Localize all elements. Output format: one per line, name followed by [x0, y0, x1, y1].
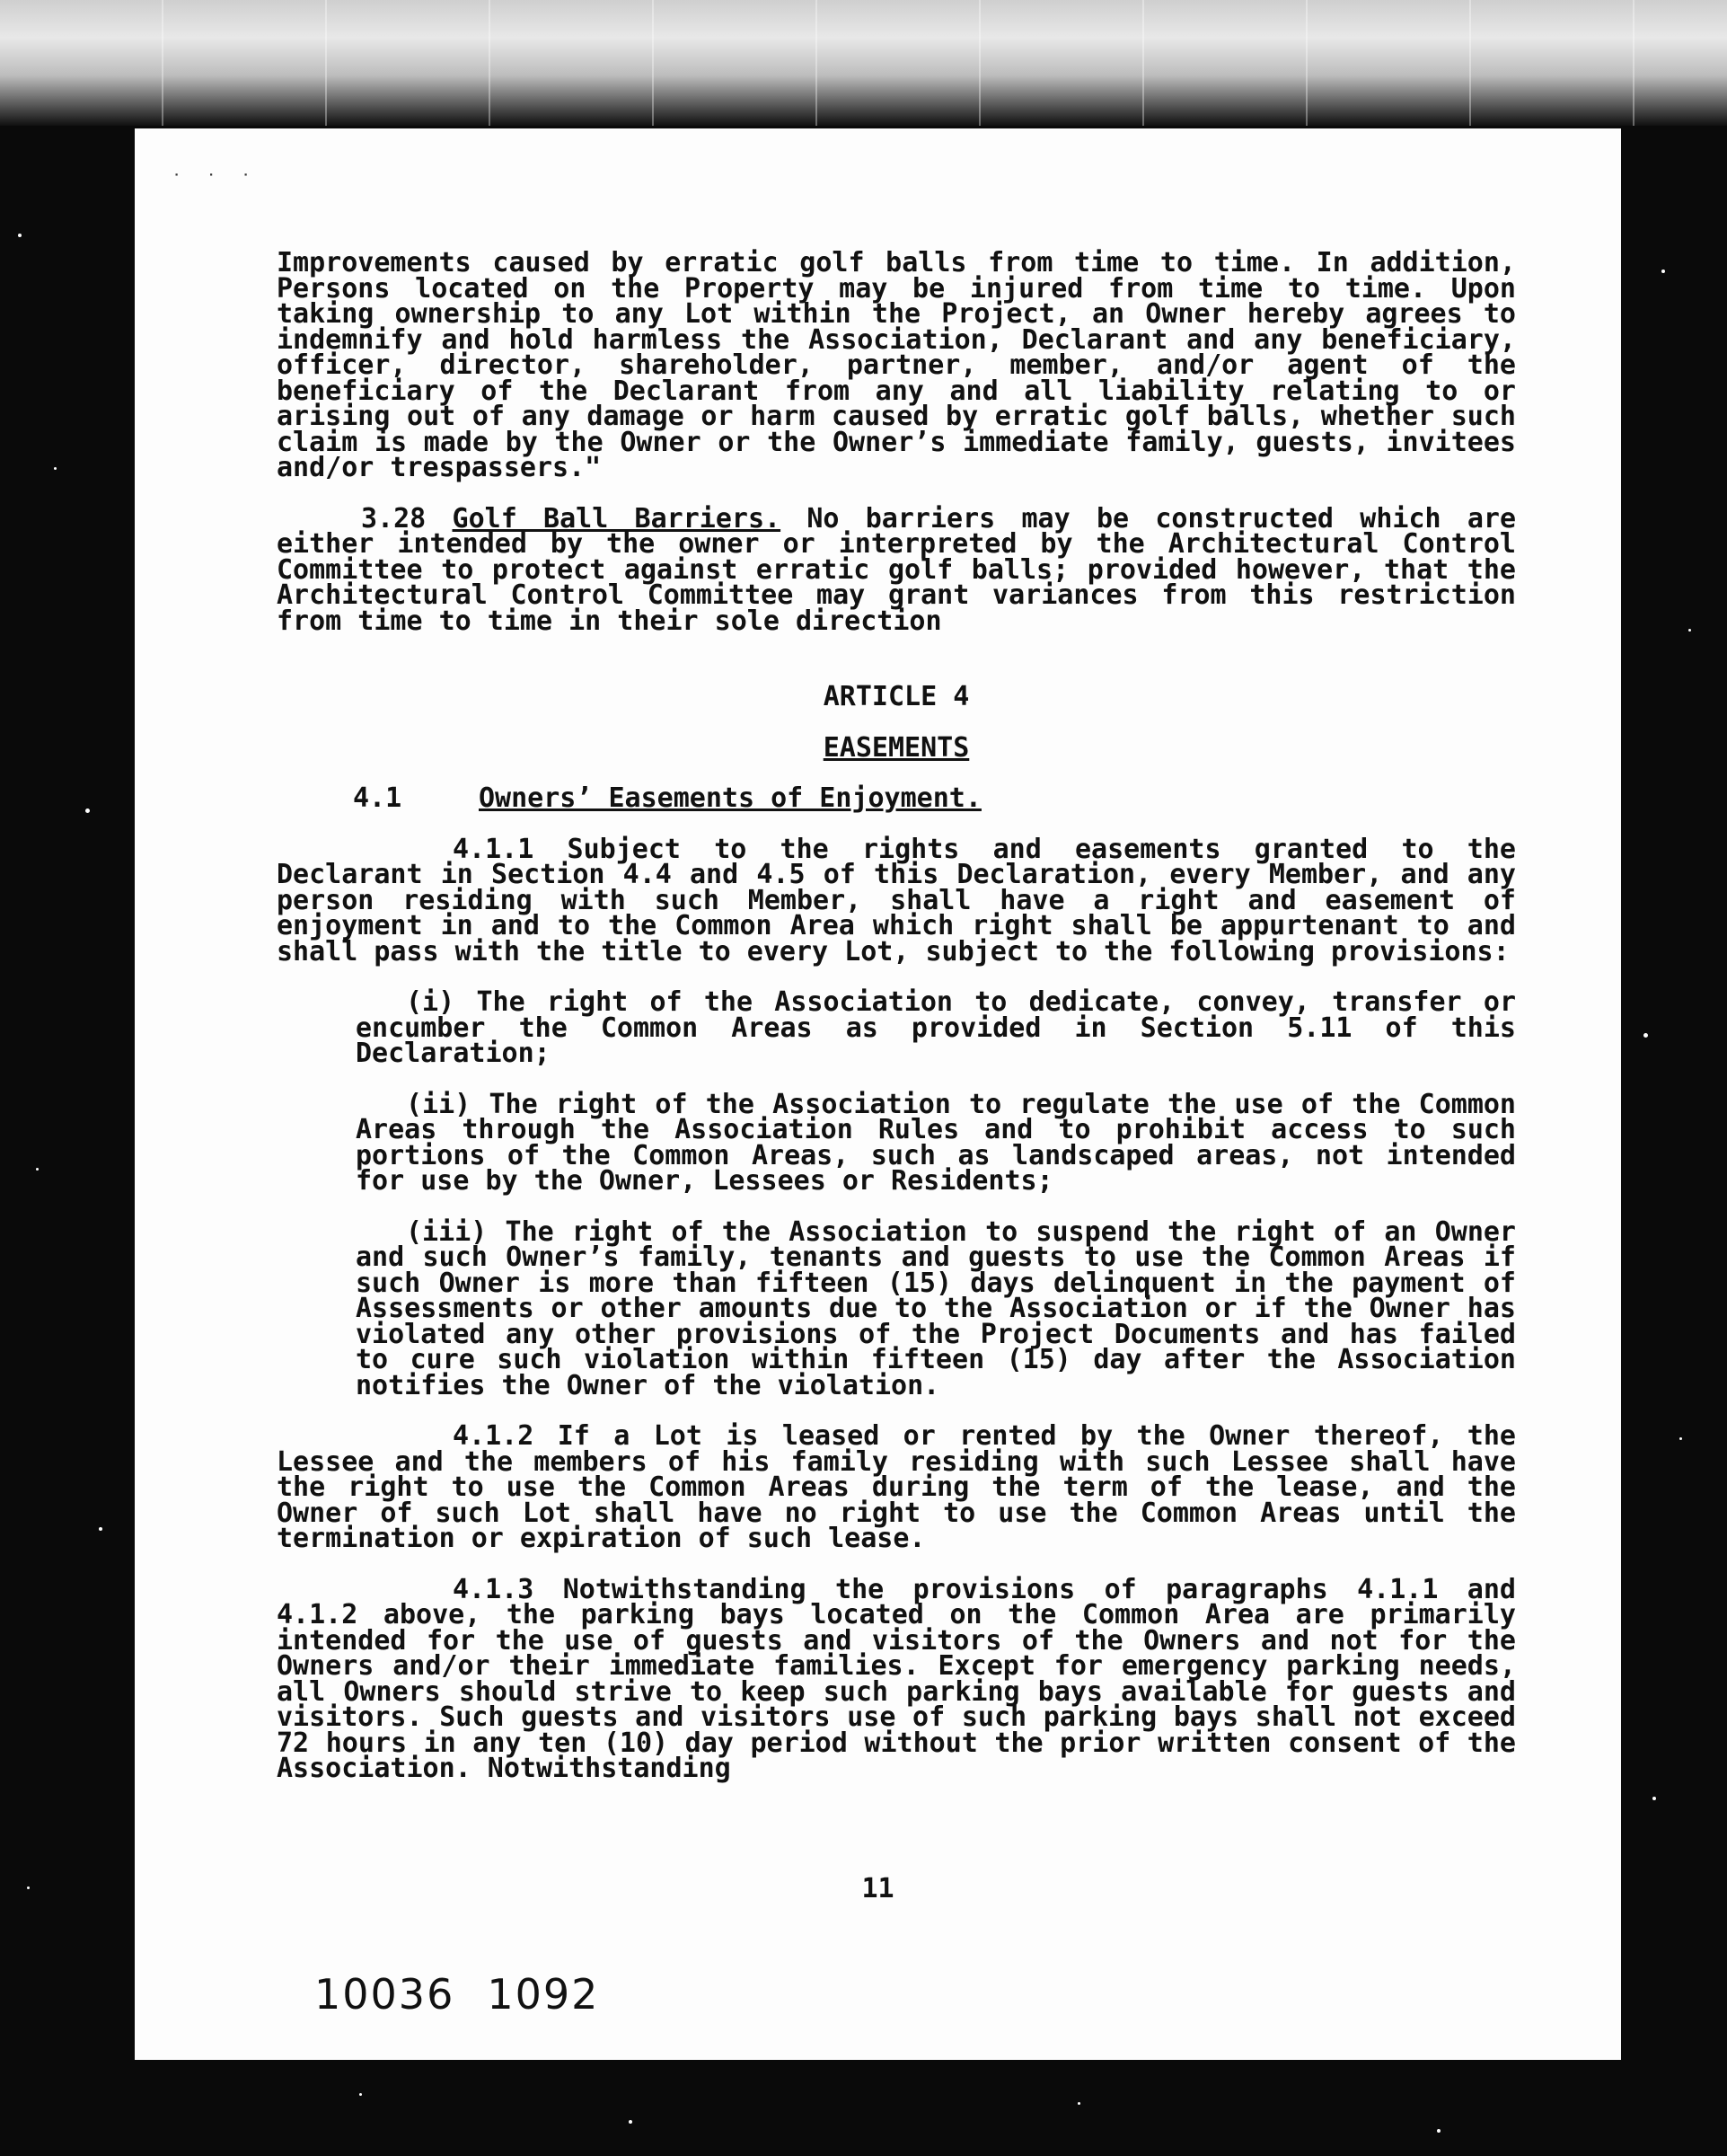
- scan-speck: [1652, 1797, 1656, 1800]
- item-i: (i) The right of the Association to dedicate, convey, transfer or encumber the Common Areas as provided in Section 5.11 of this Declaration;: [356, 986, 1516, 1069]
- scan-speck: [18, 234, 22, 237]
- item-iii: (iii) The right of the Association to suspend the right of an Owner and such Owner’s family, tenants and guests to use the Common Areas if such Owner is more than fifteen (15) days delinquent in the payment of Assessments or other amounts due to the Association or if the Owner has violated any other provisions of the Project Documents and has failed to cure such violation within fifteen (15) day after the Association notifies the Owner of the violation.: [356, 1215, 1516, 1401]
- scan-speck: [27, 1886, 30, 1889]
- section-4-1-heading: [353, 782, 1516, 814]
- stamp-book-number: 10036: [314, 1970, 455, 2019]
- page-body: [277, 247, 1517, 1807]
- section-4-1-2: 4.1.2 If a Lot is leased or rented by the Owner thereof, the Lessee and the members of his family residing with such Lessee shall have the right to use the Common Areas during the term of the lease, and the Owner of such Lot shall have no right to use the Common Areas until the termination or expiration of such lease.: [277, 1420, 1516, 1554]
- article-title: ARTICLE 4: [823, 681, 970, 712]
- scan-speck: [54, 467, 57, 470]
- recording-stamp: [314, 1970, 631, 2019]
- page-number: 11: [861, 1873, 894, 1904]
- scan-speck: [629, 2120, 632, 2124]
- scan-speck: [1643, 1033, 1648, 1038]
- scan-speck: [85, 808, 90, 813]
- scan-speck: [359, 2093, 362, 2096]
- scan-border-top: [0, 0, 1727, 126]
- scan-speck: [99, 1527, 102, 1531]
- article-subtitle: EASEMENTS: [823, 731, 970, 764]
- scan-speck: [36, 1168, 39, 1171]
- section-3-28: [277, 502, 1517, 637]
- section-3-28-body: No barriers may be constructed which are either intended by the owner or interpreted by the Architectural Control Committee to protect against erratic golf balls; provided however, that the Architectural Control Committee may grant variances from this restriction from time to time in their sole direction: [277, 502, 1517, 637]
- scan-speck: [1661, 270, 1665, 273]
- section-3-28-number: 3.28: [361, 502, 427, 535]
- scan-noise-marks: ˙ ˙ ˙: [171, 172, 258, 194]
- scan-speck: [1078, 2102, 1080, 2105]
- section-3-28-heading: Golf Ball Barriers.: [452, 502, 781, 535]
- scan-speck: [1679, 1437, 1682, 1440]
- section-4-1-3: 4.1.3 Notwithstanding the provisions of paragraphs 4.1.1 and 4.1.2 above, the parking bays located on the Common Area are primarily intended for the use of guests and visitors of the Owners and not for the Owners and/or their immediate families. Except for emergency parking needs, all Owners should strive to keep such parking bays available for guests and visitors. Such guests and visitors use of such parking bays shall not exceed 72 hours in any ten (10) day period without the prior written consent of the Association. Notwithstanding: [277, 1573, 1516, 1784]
- paragraph-golf-indemnity: Improvements caused by erratic golf balls from time to time. In addition, Persons located on the Property may be injured from time to time. Upon taking ownership to any Lot within the Project, an Owner hereby agrees to indemnify and hold harmless the Association, Declarant and any beneficiary, officer, director, shareholder, partner, member, and/or agent of the beneficiary of the Declarant from any and all liability relating to or arising out of any damage or harm caused by erratic golf balls, whether such claim is made by the Owner or the Owner’s immediate family, guests, invitees and/or trespassers.": [277, 247, 1516, 483]
- document-page: [135, 128, 1621, 2060]
- scan-speck: [1688, 629, 1691, 632]
- scan-speck: [1437, 2129, 1441, 2133]
- section-4-1-title: Owners’ Easements of Enjoyment.: [479, 782, 982, 814]
- section-4-1-1: 4.1.1 Subject to the rights and easements granted to the Declarant in Section 4.4 and 4.5 of this Declaration, every Member, and any person residing with such Member, shall have a right and easement of enjoyment in and to the Common Area which right shall be appurtenant to and shall pass with the title to every Lot, subject to the following provisions:: [277, 833, 1516, 968]
- section-4-1-number: 4.1: [353, 782, 402, 814]
- item-ii: (ii) The right of the Association to regulate the use of the Common Areas through the Association Rules and to prohibit access to such portions of the Common Areas, such as landscaped areas, not intended for use by the Owner, Lessees or Residents;: [356, 1088, 1516, 1197]
- stamp-page-number: 1092: [487, 1970, 600, 2019]
